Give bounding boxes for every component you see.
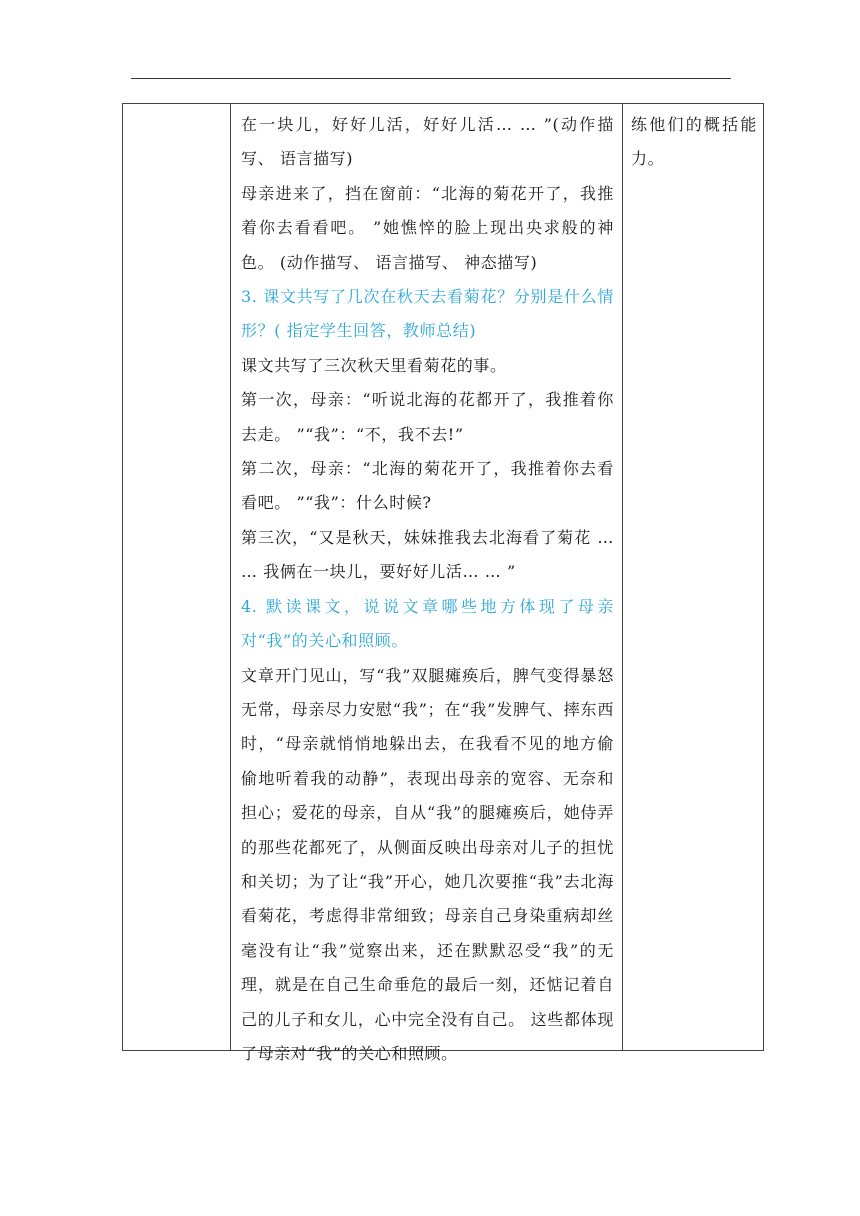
lesson-table — [122, 103, 764, 1063]
paragraph-action-language-description: 在一块儿，好好儿活，好好儿活… … ”(动作描写、 语言描写) — [241, 115, 614, 169]
design-intent-note: 练他们的概括能力。 — [631, 115, 757, 169]
answer-3-third-time: 第三次，“又是秋天，妹妹推我去北海看了菊花 … … 我俩在一块儿，要好好儿活… … ” — [241, 527, 614, 582]
answer-3-first-time: 第一次，母亲：“听说北海的花都开了，我推着你去走。 ”“我”：“不，我不去!” — [241, 390, 614, 444]
answer-3-summary: 课文共写了三次秋天里看菊花的事。 — [241, 355, 507, 375]
question-4: 4. 默读课文，说说文章哪些地方体现了母亲对“我”的关心和照顾。 — [241, 596, 614, 651]
answer-4: 文章开门见山，写“我”双腿瘫痪后，脾气变得暴怒无常，母亲尽力安慰“我”；在“我”发脾气、摔东西时，“母亲就悄悄地躲出去，在我看不见的地方偷偷地听着我的动静”，表现出母亲的宽容、无奈和担心；爱花的母亲，自从“我”的腿瘫痪后，她侍弄的那些花都死了，从侧面反映出母亲对儿子的担忧和关切；为了让“我”开心，她几次要推“我”去北海看菊花，考虑得非常细致；母亲自己身染重病却丝毫没有让“我”觉察出来，还在默默忍受“我”的无理，就是在自己生命垂危的最后一刻，还惦记着自己的儿子和女儿，心中完全没有自己。 这些都体现了母亲对“我”的关心和照顾。 — [241, 665, 614, 1063]
table-column-left — [123, 104, 231, 1050]
table-column-notes — [623, 104, 763, 1050]
question-3: 3. 课文共写了几次在秋天去看菊花？分别是什么情形？( 指定学生回答，教师总结) — [241, 287, 614, 341]
paragraph-mother-at-window: 母亲进来了，挡在窗前：“北海的菊花开了，我推着你去看看吧。 ”她憔悴的脸上现出央求般的神色。 (动作描写、 语言描写、 神态描写) — [241, 183, 614, 272]
header-rule — [131, 78, 731, 79]
answer-3-second-time: 第二次，母亲：“北海的菊花开了，我推着你去看看吧。 ”“我”：什么时候? — [241, 459, 614, 513]
table-column-content — [231, 104, 623, 1063]
